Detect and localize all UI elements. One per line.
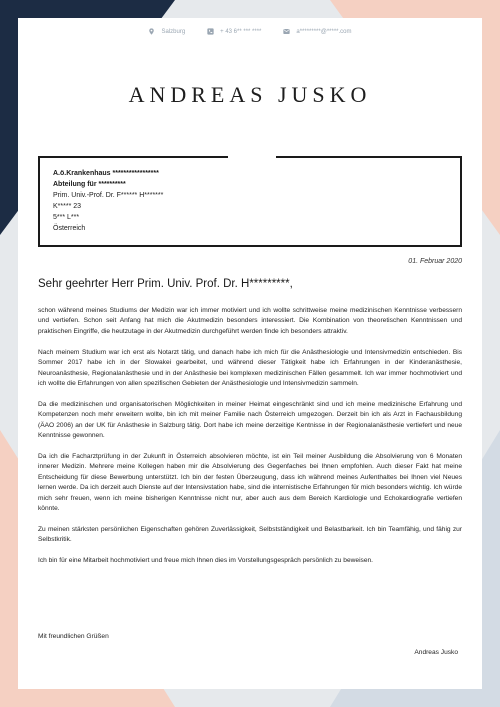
contact-email-text: a*********@*****.com xyxy=(296,28,352,35)
letter-date: 01. Februar 2020 xyxy=(408,258,462,265)
mail-icon xyxy=(283,28,290,35)
recipient-department: Abteilung für ********** xyxy=(53,181,126,188)
signature-name: Andreas Jusko xyxy=(414,649,458,656)
paragraph-2: Nach meinem Studium war ich erst als Notarzt tätig, und danach habe ich mich für die Anästhesiologie und Intensivmedizin entschieden. Bis Sommer 2017 habe ich in der Slowakei gearbeitet, und während dieser Tätigkeit habe ich Erfahrungen in der Kinderanästhesie, Neuroanästhesie, Regionalanästhesie und in der Anästhesie bei komplexen medizinischen Fällen gesammelt. Ich war immer hochmotiviert und ich wollte die Erfahrungen von allen spezifischen Gebieten der Anästhesiologie und Intensivmedizin sammeln. xyxy=(38,348,462,387)
letter-body xyxy=(38,306,462,577)
paragraph-5: Zu meinen stärksten persönlichen Eigenschaften gehören Zuverlässigkeit, Selbstständigkeit und Belastbarkeit. Ich bin Teamfähig, und fähig zur Selbstkritik. xyxy=(38,525,462,544)
recipient-address xyxy=(53,168,163,234)
phone-icon xyxy=(207,28,214,35)
contact-bar xyxy=(0,28,500,35)
contact-email xyxy=(283,28,351,35)
recipient-hospital: A.ö.Krankenhaus ***************** xyxy=(53,170,159,177)
recipient-person: Prim. Univ.-Prof. Dr. F****** H******* xyxy=(53,192,164,199)
paragraph-4: Da ich die Facharztprüfung in der Zukunft in Österreich absolvieren möchte, ist ein Teil meiner Ausbildung die Absolvierung von 6 Monaten innerer Medizin. Mehrere meine Kollegen haben mir die Absolvierung des Gegenfaches bei Ihnen empfohlen. Auch dieser Fakt hat meine Entscheidung für diese Bewerbung unterstützt. Ich bin der festen Überzeugung, dass ich während meines Aufenthaltes bei Ihnen viel Neues lernen werde. Da ich derzeit auch Dienste auf der Intensivstation habe, sind die internistische Erfahrungen für mich besonders wichtig. Ich würde mich sehr freuen, wenn ich meine bisherigen Kenntnisse nicht nur, aber auch aus dem Bereich Kardiologie und Echokardiografie vertiefen könnte. xyxy=(38,452,462,512)
closing-phrase: Mit freundlichen Grüßen xyxy=(38,633,109,640)
contact-location xyxy=(148,28,185,35)
address-box-top-line-left xyxy=(38,156,228,158)
paragraph-3: Da die medizinischen und organisatorischen Möglichkeiten in meiner Heimat eingeschränkt sind und ich meine medizinische Erfahrung und Kompetenzen noch mehr erweitern wollte, bin ich mit meiner Familie nach Österreich umgezogen. Derzeit bin ich als Arzt in Fachausbildung (ÄAO 2006) an der UK für Anästhesie in Salzburg tätig. Dort habe ich meine derzeitige Kentnisse in der Regionalanästhesie vertiefert und neue Kenntnisse gewonnen. xyxy=(38,400,462,440)
applicant-name: ANDREAS JUSKO xyxy=(128,82,372,107)
recipient-address-box xyxy=(38,156,462,247)
paragraph-1: schon während meines Studiums der Medizin war ich immer motiviert und ich wollte schrittweise meine medizinischen Kenntnisse verbessern und vertiefen. Schon seit Anfang hat mich die Akutmedizin besonders interessiert. Die Kombination von theoretischen Kenntnissen und praktischen Eingriffe, die heutzutage in der Akutmedizin durchgeführt werden finde ich besonders attraktiv. xyxy=(38,307,462,335)
salutation: Sehr geehrter Herr Prim. Univ. Prof. Dr. H*********, xyxy=(38,278,293,290)
contact-location-text: Salzburg xyxy=(161,28,186,35)
location-pin-icon xyxy=(148,28,155,35)
contact-phone-text: + 43 6** *** **** xyxy=(220,28,262,35)
recipient-country: Österreich xyxy=(53,225,86,232)
paragraph-6: Ich bin für eine Mitarbeit hochmotiviert und freue mich Ihnen dies im Vorstellungsgespräch persönlich zu beweisen. xyxy=(38,557,373,565)
recipient-city: 5*** L*** xyxy=(53,214,80,221)
address-box-top-line-right xyxy=(276,156,462,158)
contact-phone xyxy=(207,28,261,35)
recipient-street: K***** 23 xyxy=(53,203,82,210)
